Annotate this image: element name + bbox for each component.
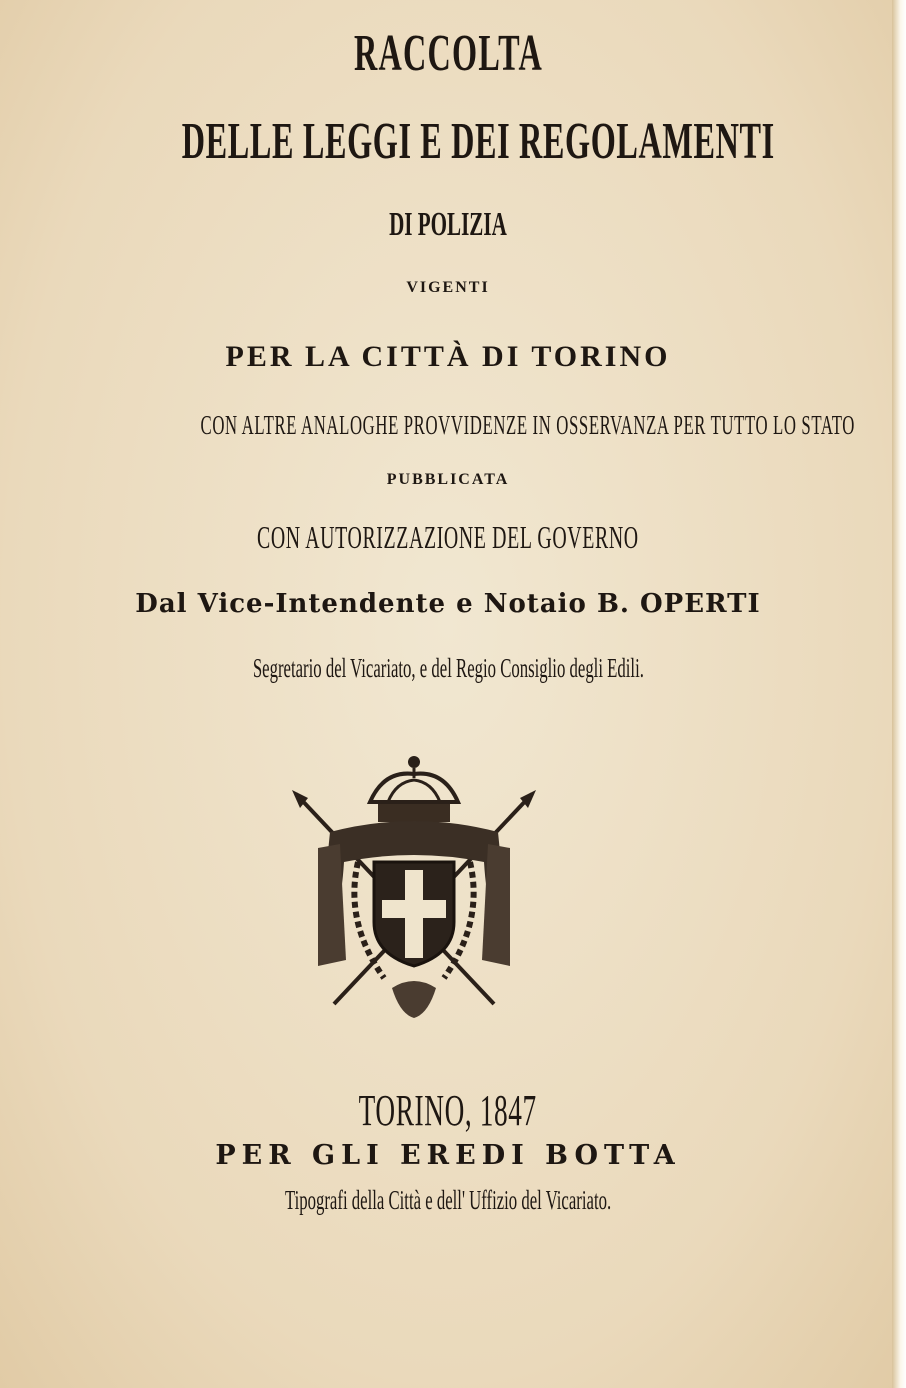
scope-line: CON ALTRE ANALOGHE PROVVIDENZE IN OSSERVANZA PER TUTTO LO STATO xyxy=(200,410,855,440)
author-line: Dal Vice-Intendente e Notaio B. OPERTI xyxy=(135,589,761,619)
subtitle: DELLE LEGGI E DEI REGOLAMENTI xyxy=(181,113,775,170)
city-line: PER LA CITTÀ DI TORINO xyxy=(225,340,671,373)
place-year: TORINO, 1847 xyxy=(358,1086,538,1135)
publisher: PER GLI EREDI BOTTA xyxy=(215,1140,681,1171)
title: RACCOLTA xyxy=(353,25,543,82)
author-role: Segretario del Vicariato, e del Regio Consiglio degli Edili. xyxy=(252,653,644,683)
coat-of-arms-icon xyxy=(288,752,540,1027)
page-edge xyxy=(892,0,906,1388)
subject: DI POLIZIA xyxy=(389,206,507,243)
pubblicata-label: PUBBLICATA xyxy=(386,471,510,488)
vigenti-label: VIGENTI xyxy=(406,279,490,296)
publisher-role: Tipografi della Città e dell' Uffizio del Vicariato. xyxy=(284,1185,612,1215)
authorization-line: CON AUTORIZZAZIONE DEL GOVERNO xyxy=(257,519,639,555)
